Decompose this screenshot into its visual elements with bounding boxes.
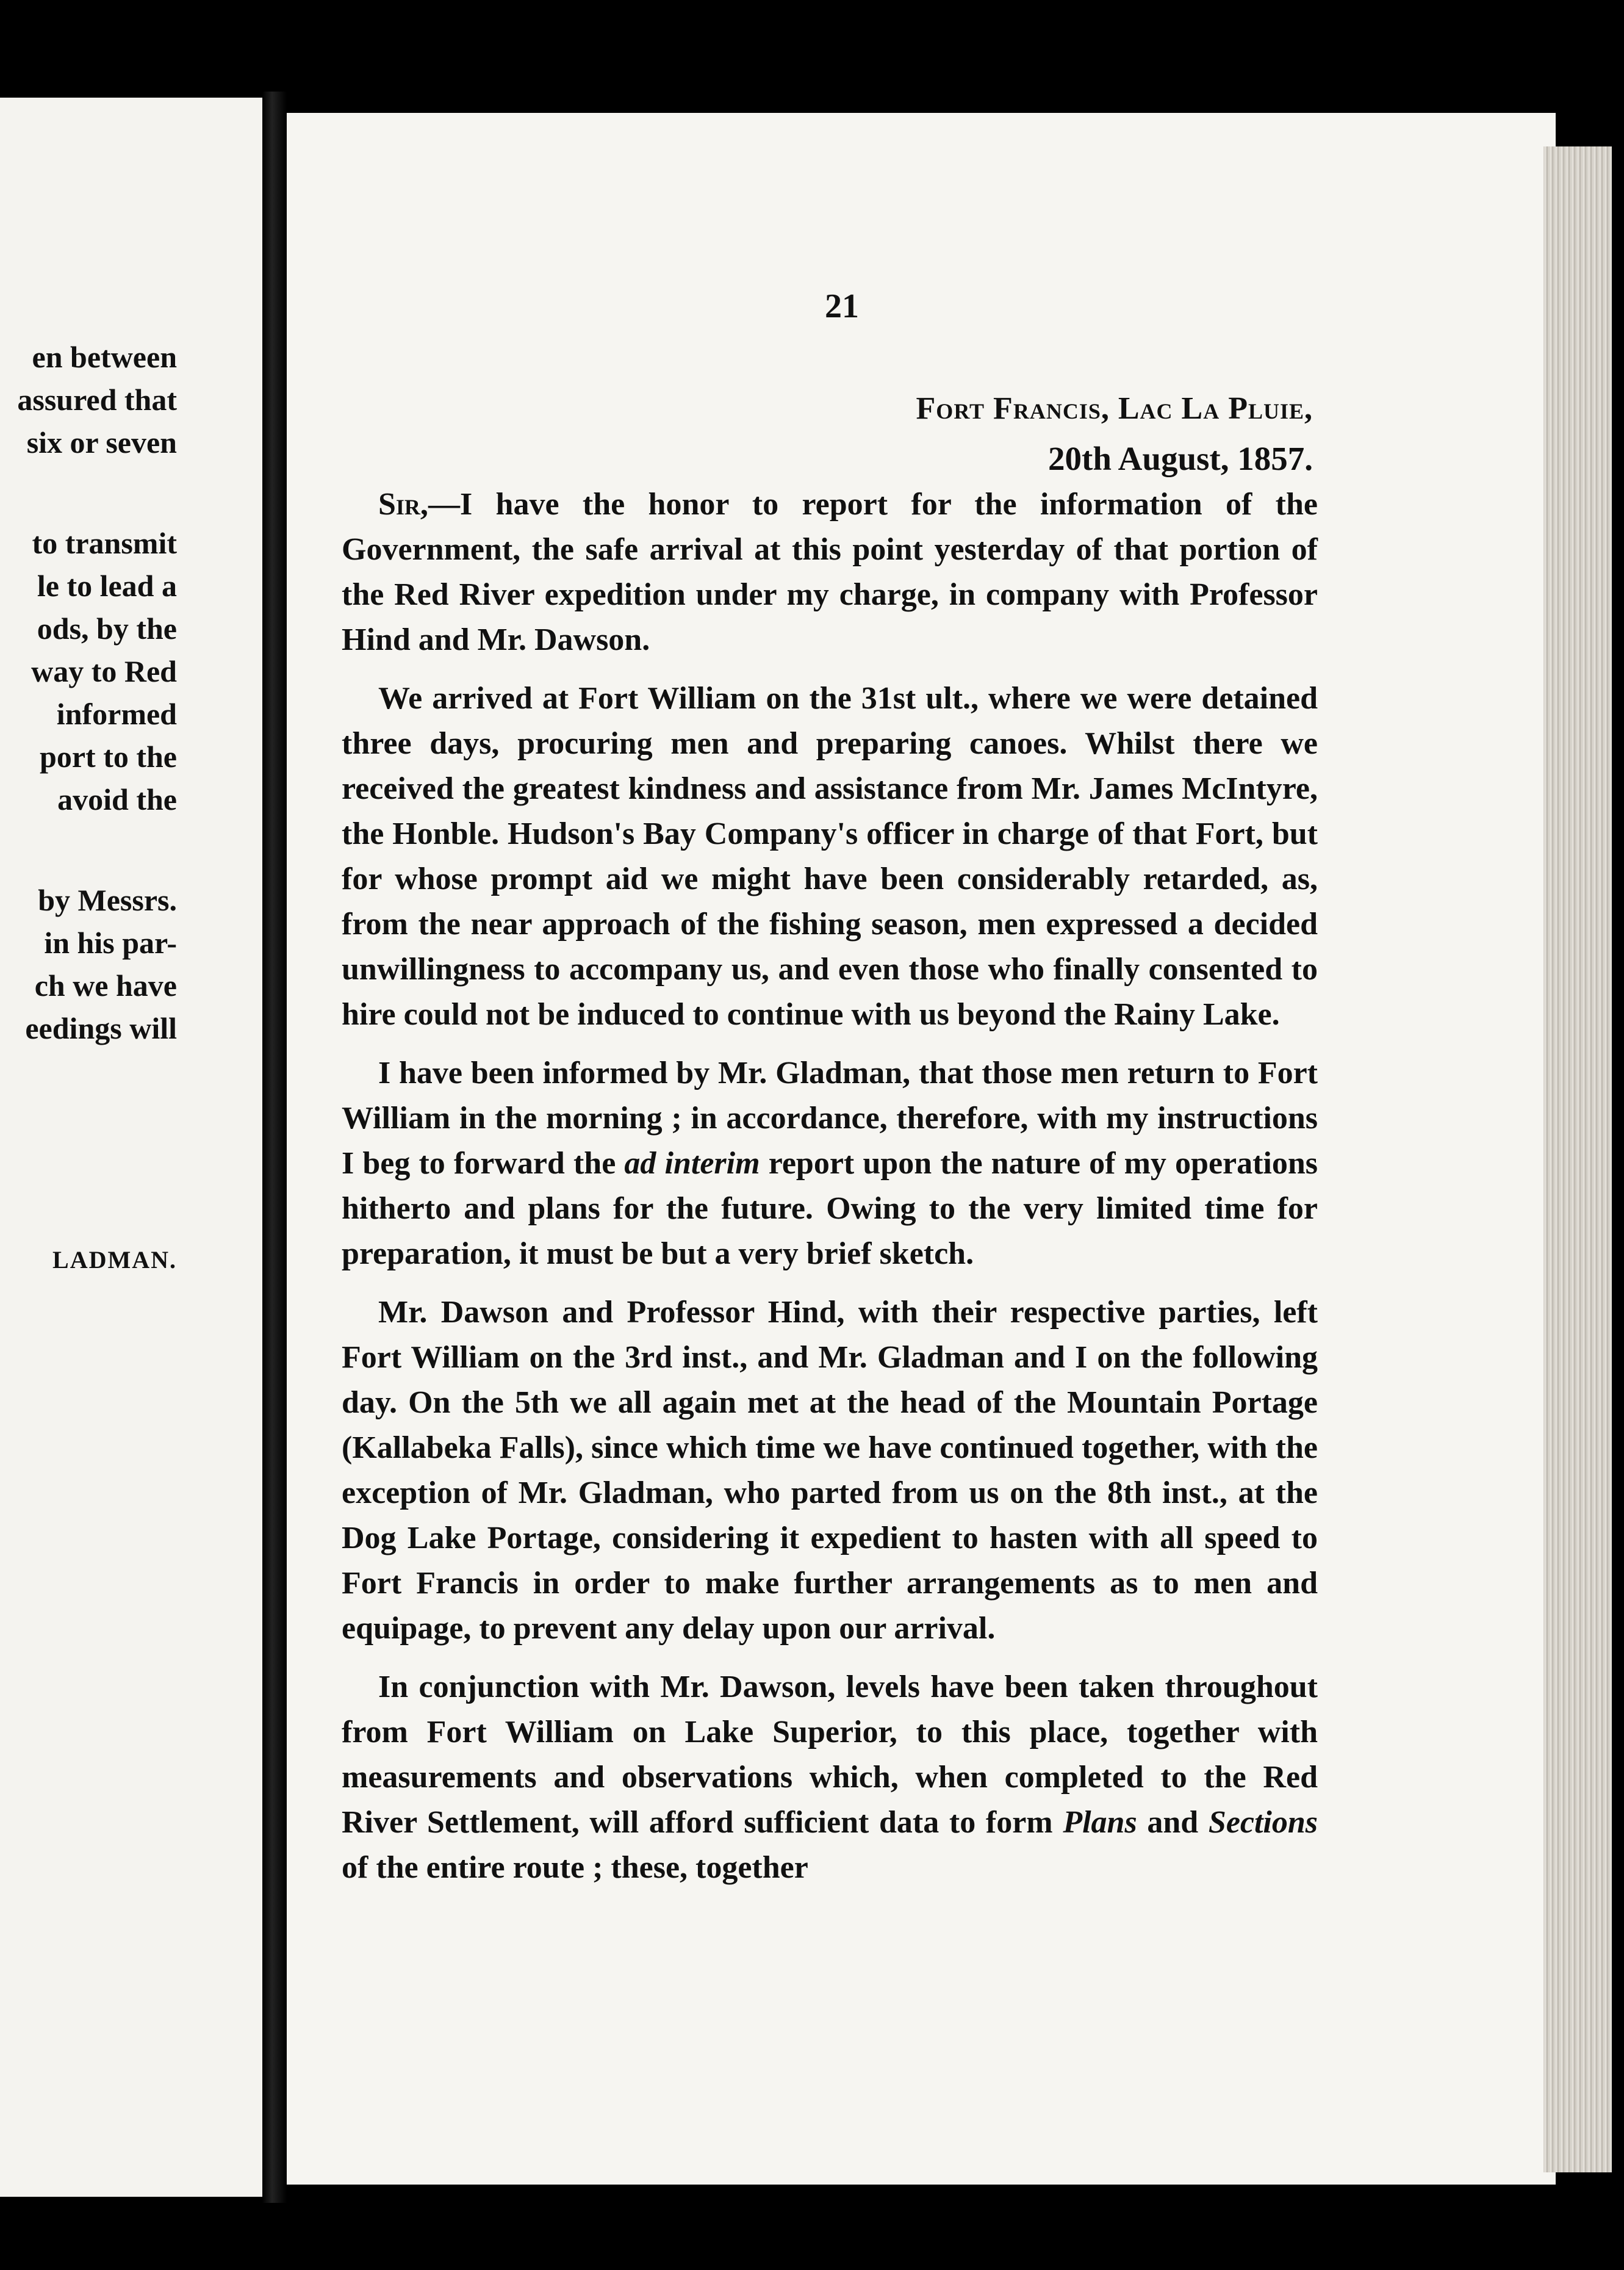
paragraph-2: We arrived at Fort William on the 31st ult., where we were detained three days, procuring men and preparing canoes. Whilst there we received the greatest kindness and assistance from Mr. James McIntyre, the Honble. Hudson's Bay Company's officer in charge of that Fort, but for whose prompt aid we might have been considerably retarded, as, from the near approach of the fishing season, men expressed a decided unwillingness to accompany us, and even those who finally consented to hire could not be induced to continue with us beyond the Rainy Lake. [342, 681, 1318, 1032]
facing-page-line: six or seven [26, 425, 177, 459]
facing-page-line: avoid the [57, 782, 177, 816]
paragraph-3-text-b: report upon the nature of my operations hitherto and plans for the future. Owing to the very limited time for preparation, it must be but a very brief sketch. [342, 1146, 1318, 1271]
paragraph-5-and: and [1147, 1805, 1199, 1840]
letter-date: 20th August, 1857. [1048, 440, 1313, 477]
sections-italic: Sections [1208, 1805, 1318, 1840]
facing-page-line: eedings will [25, 1011, 177, 1045]
facing-page [0, 98, 268, 2197]
book-page-edge [1543, 146, 1612, 2172]
paragraph-5-text-a: In conjunction with Mr. Dawson, levels have been taken throughout from Fort William on Lake Superior, to this place, together with measurements and observations which, when completed to the Red River Settlement, will afford sufficient data to form [342, 1670, 1318, 1840]
paragraph-5 [342, 1665, 1318, 1890]
page-number: 21 [825, 287, 859, 325]
facing-page-line: informed [56, 697, 177, 731]
facing-page-line: port to the [40, 740, 177, 774]
letter-place-heading: Fort Francis, Lac La Pluie, [916, 391, 1313, 426]
paragraph-4: Mr. Dawson and Professor Hind, with their respective parties, left Fort William on the 3rd inst., and Mr. Gladman and I on the following day. On the 5th we all again met at the head of the Mountain Portage (Kallabeka Falls), since which time we have continued together, with the exception of Mr. Gladman, who parted from us on the 8th inst., at the Dog Lake Portage, considering it expedient to hasten with all speed to Fort Francis in order to make further arrangements as to men and equipage, to prevent any delay upon our arrival. [342, 1295, 1318, 1646]
facing-page-line: by Messrs. [38, 883, 177, 917]
facing-page-line: to transmit [32, 526, 177, 560]
facing-page-signature: LADMAN. [52, 1246, 177, 1274]
paragraph-1 [342, 482, 1318, 663]
facing-page-line: assured that [17, 383, 177, 417]
facing-page-line: way to Red [31, 654, 177, 688]
facing-page-line: en between [32, 340, 177, 374]
facing-page-line: ods, by the [37, 611, 177, 646]
paragraph-5-text-b: of the entire route ; these, together [342, 1850, 808, 1885]
facing-page-line: le to lead a [37, 569, 177, 603]
letter-body [342, 482, 1318, 1904]
facing-page-line: ch we have [34, 968, 177, 1003]
paragraph-3-italic: ad interim [624, 1146, 760, 1181]
paragraph-1-text: —I have the honor to report for the information of the Government, the safe arrival at this point yesterday of that portion of the Red River expedition under my charge, in company with Professor Hind and Mr. Dawson. [342, 487, 1318, 657]
paragraph-3 [342, 1051, 1318, 1277]
salutation: Sir, [378, 487, 428, 522]
plans-italic: Plans [1063, 1805, 1137, 1840]
book-gutter [262, 92, 287, 2203]
paragraph-3-text-a: I have been informed by Mr. Gladman, that those men return to Fort William in the morning ; in accordance, therefore, with my instructions I beg to forward the [342, 1056, 1318, 1181]
facing-page-line: in his par- [44, 926, 177, 960]
